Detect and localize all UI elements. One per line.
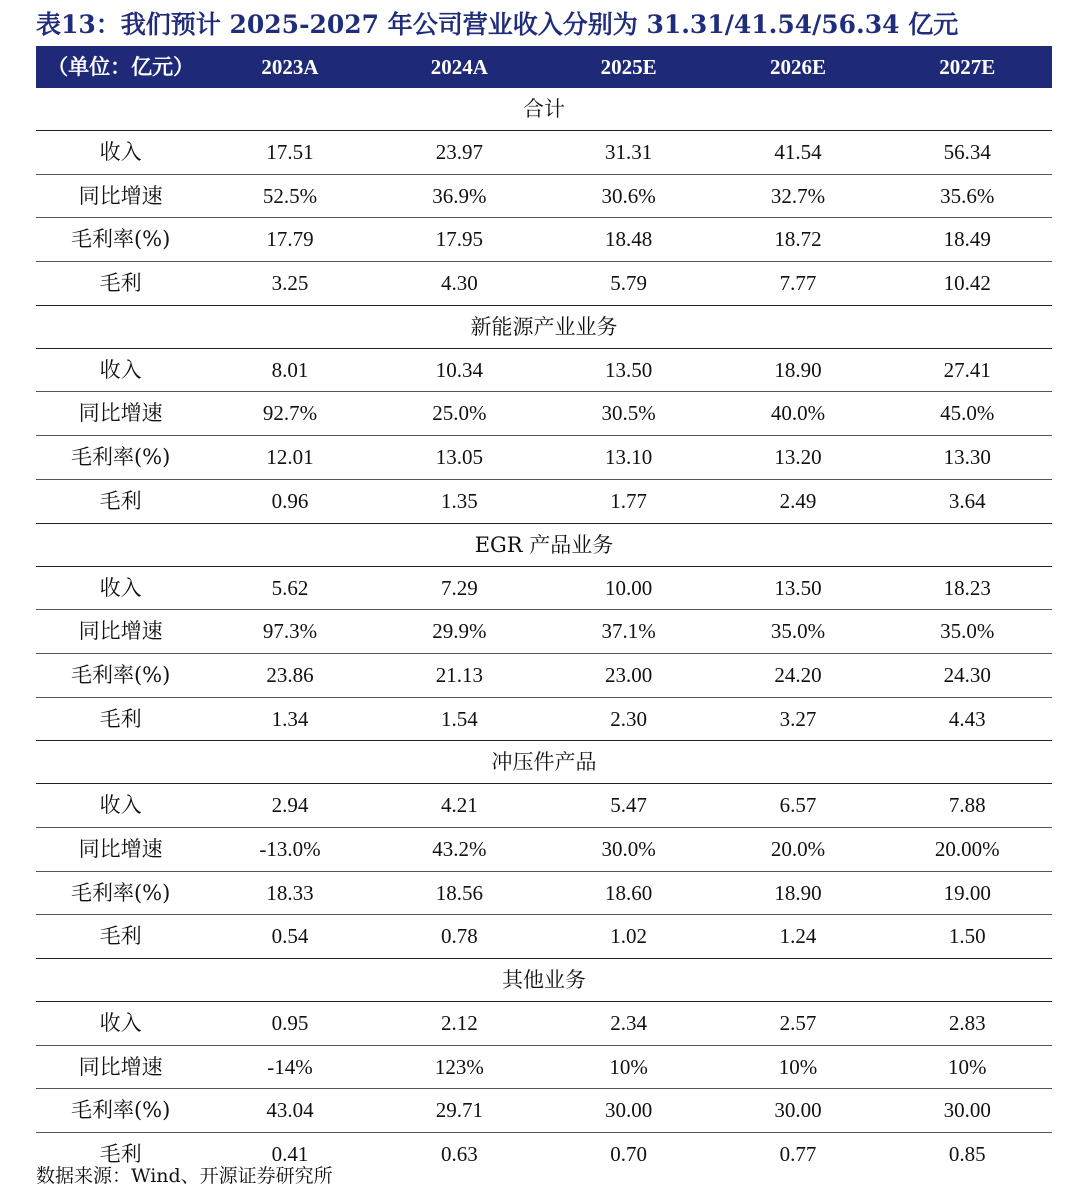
value-cell: 97.3% xyxy=(262,619,318,644)
value-cell: 20.00% xyxy=(934,836,1000,861)
value-cell: 2.57 xyxy=(779,1011,817,1035)
table-row xyxy=(36,1089,1052,1133)
value-cell: -14% xyxy=(267,1054,313,1079)
value-cell: 18.49 xyxy=(943,227,991,252)
value-cell: 23.97 xyxy=(435,140,483,164)
table-body xyxy=(36,88,1052,1176)
row-label: 毛利 xyxy=(99,706,142,731)
value-cell: 13.50 xyxy=(605,357,653,382)
value-cell: 10.34 xyxy=(435,357,483,382)
value-cell: 0.77 xyxy=(779,1142,817,1167)
value-cell: 35.0% xyxy=(940,619,995,644)
value-cell: 2.34 xyxy=(610,1011,648,1035)
value-cell: 2.49 xyxy=(779,488,817,513)
value-cell: 17.79 xyxy=(266,227,314,252)
value-cell: 10% xyxy=(948,1054,987,1079)
value-cell: 3.64 xyxy=(948,488,986,513)
value-cell: 13.20 xyxy=(774,445,822,470)
header-year-cell: 2025E xyxy=(600,55,657,79)
value-cell: 0.78 xyxy=(440,924,478,949)
value-cell: 41.54 xyxy=(774,140,822,164)
table-row xyxy=(36,349,1052,393)
table-row xyxy=(36,262,1052,305)
value-cell: 18.33 xyxy=(266,880,314,905)
value-cell: 3.27 xyxy=(779,706,817,731)
value-cell: 25.0% xyxy=(432,401,487,426)
value-cell: 0.54 xyxy=(271,924,309,949)
value-cell: 29.9% xyxy=(432,619,487,644)
value-cell: 5.62 xyxy=(271,575,309,600)
row-label: 同比增速 xyxy=(78,1054,163,1079)
section-group xyxy=(36,306,1052,524)
table-row xyxy=(36,610,1052,654)
value-cell: 43.04 xyxy=(266,1098,314,1123)
value-cell: 35.0% xyxy=(770,619,826,644)
value-cell: -13.0% xyxy=(259,836,321,861)
value-cell: 18.60 xyxy=(605,880,653,905)
value-cell: 32.7% xyxy=(770,183,826,208)
value-cell: 30.00 xyxy=(605,1098,653,1123)
value-cell: 31.31 xyxy=(605,140,653,164)
row-label: 毛利 xyxy=(99,488,142,513)
value-cell: 1.34 xyxy=(271,706,309,731)
row-label: 毛利率(%) xyxy=(70,445,171,470)
row-label: 同比增速 xyxy=(78,401,163,426)
value-cell: 29.71 xyxy=(435,1098,483,1123)
value-cell: 24.30 xyxy=(943,662,991,687)
value-cell: 1.77 xyxy=(610,488,648,513)
table-row xyxy=(36,915,1052,958)
section-group xyxy=(36,524,1052,742)
row-label: 毛利率(%) xyxy=(70,1098,171,1123)
table-row xyxy=(36,567,1052,611)
value-cell: 0.63 xyxy=(440,1142,478,1167)
section-heading: 合计 xyxy=(36,88,1052,131)
table-header-row xyxy=(36,46,1052,88)
table-row xyxy=(36,392,1052,436)
row-label: 收入 xyxy=(99,140,142,164)
value-cell: 6.57 xyxy=(779,793,817,818)
table-row xyxy=(36,175,1052,219)
value-cell: 21.13 xyxy=(435,662,483,687)
value-cell: 17.95 xyxy=(435,227,483,252)
table-row xyxy=(36,480,1052,523)
section-heading: 新能源产业业务 xyxy=(36,306,1052,349)
value-cell: 2.12 xyxy=(440,1011,478,1035)
value-cell: 1.24 xyxy=(779,924,817,949)
row-label: 同比增速 xyxy=(78,836,163,861)
row-label: 毛利 xyxy=(99,924,142,949)
section-group xyxy=(36,88,1052,306)
value-cell: 1.50 xyxy=(948,924,986,949)
table-row xyxy=(36,131,1052,175)
section-heading: 其他业务 xyxy=(36,959,1052,1002)
value-cell: 12.01 xyxy=(266,445,314,470)
table-row xyxy=(36,698,1052,741)
row-label: 毛利率(%) xyxy=(70,880,171,905)
value-cell: 52.5% xyxy=(262,183,318,208)
table-row xyxy=(36,218,1052,262)
header-year-cell: 2023A xyxy=(261,55,319,79)
value-cell: 30.00 xyxy=(774,1098,822,1123)
value-cell: 0.41 xyxy=(271,1142,309,1167)
table-row xyxy=(36,654,1052,698)
row-label: 收入 xyxy=(99,575,142,600)
value-cell: 13.10 xyxy=(605,445,653,470)
value-cell: 2.83 xyxy=(948,1011,986,1035)
revenue-forecast-table xyxy=(36,46,1052,1176)
header-year-cell: 2027E xyxy=(939,55,996,79)
table-row xyxy=(36,828,1052,872)
value-cell: 30.0% xyxy=(601,836,656,861)
value-cell: 10% xyxy=(609,1054,648,1079)
value-cell: 4.21 xyxy=(440,793,478,818)
row-label: 毛利 xyxy=(99,1142,142,1167)
value-cell: 0.70 xyxy=(610,1142,648,1167)
value-cell: 7.77 xyxy=(779,271,817,296)
value-cell: 37.1% xyxy=(601,619,656,644)
value-cell: 18.56 xyxy=(435,880,483,905)
value-cell: 19.00 xyxy=(943,880,991,905)
value-cell: 4.43 xyxy=(948,706,986,731)
value-cell: 18.48 xyxy=(605,227,653,252)
row-label: 毛利率(%) xyxy=(70,662,171,687)
header-unit-cell: （单位：亿元） xyxy=(47,55,195,79)
header-year-cell: 2024A xyxy=(430,55,488,79)
value-cell: 2.30 xyxy=(610,706,648,731)
value-cell: 1.02 xyxy=(610,924,648,949)
value-cell: 5.47 xyxy=(610,793,648,818)
row-label: 同比增速 xyxy=(78,183,163,208)
value-cell: 24.20 xyxy=(774,662,822,687)
value-cell: 0.96 xyxy=(271,488,309,513)
value-cell: 0.85 xyxy=(948,1142,986,1167)
value-cell: 10% xyxy=(778,1054,818,1079)
value-cell: 18.72 xyxy=(774,227,822,252)
value-cell: 13.50 xyxy=(774,575,822,600)
value-cell: 17.51 xyxy=(266,140,314,164)
row-label: 毛利 xyxy=(99,271,142,296)
value-cell: 18.23 xyxy=(943,575,991,600)
value-cell: 45.0% xyxy=(940,401,995,426)
value-cell: 13.05 xyxy=(435,445,483,470)
value-cell: 56.34 xyxy=(943,140,991,164)
value-cell: 30.6% xyxy=(601,183,656,208)
value-cell: 10.00 xyxy=(605,575,653,600)
section-group xyxy=(36,959,1052,1176)
value-cell: 7.29 xyxy=(440,575,478,600)
value-cell: 43.2% xyxy=(432,836,487,861)
value-cell: 30.5% xyxy=(601,401,656,426)
value-cell: 23.00 xyxy=(605,662,653,687)
row-label: 毛利率(%) xyxy=(70,227,171,252)
value-cell: 92.7% xyxy=(262,401,318,426)
value-cell: 1.54 xyxy=(440,706,478,731)
value-cell: 8.01 xyxy=(271,357,309,382)
value-cell: 27.41 xyxy=(943,357,991,382)
table-row xyxy=(36,1002,1052,1046)
value-cell: 1.35 xyxy=(440,488,478,513)
value-cell: 18.90 xyxy=(774,357,822,382)
header-year-cell: 2026E xyxy=(769,55,826,79)
value-cell: 36.9% xyxy=(432,183,487,208)
value-cell: 13.30 xyxy=(943,445,991,470)
value-cell: 40.0% xyxy=(770,401,826,426)
table-row xyxy=(36,1046,1052,1090)
value-cell: 18.90 xyxy=(774,880,822,905)
value-cell: 20.0% xyxy=(770,836,826,861)
table-title: 表13：我们预计 2025-2027 年公司营业收入分别为 31.31/41.54/56.34 亿元 xyxy=(36,10,959,39)
value-cell: 7.88 xyxy=(948,793,986,818)
value-cell: 2.94 xyxy=(271,793,309,818)
table-row xyxy=(36,436,1052,480)
value-cell: 5.79 xyxy=(610,271,648,296)
value-cell: 4.30 xyxy=(440,271,478,296)
row-label: 收入 xyxy=(99,793,142,818)
value-cell: 23.86 xyxy=(266,662,314,687)
value-cell: 0.95 xyxy=(271,1011,309,1035)
row-label: 收入 xyxy=(99,1011,142,1035)
table-row xyxy=(36,784,1052,828)
row-label: 同比增速 xyxy=(78,619,163,644)
value-cell: 30.00 xyxy=(943,1098,991,1123)
value-cell: 3.25 xyxy=(271,271,309,296)
source-note: 数据来源：Wind、开源证券研究所 xyxy=(36,1165,333,1187)
row-label: 收入 xyxy=(99,357,142,382)
value-cell: 10.42 xyxy=(943,271,991,296)
section-heading: 冲压件产品 xyxy=(36,741,1052,784)
table-row xyxy=(36,872,1052,916)
section-heading: EGR 产品业务 xyxy=(36,524,1052,567)
value-cell: 123% xyxy=(434,1054,484,1079)
section-group xyxy=(36,741,1052,959)
value-cell: 35.6% xyxy=(940,183,995,208)
